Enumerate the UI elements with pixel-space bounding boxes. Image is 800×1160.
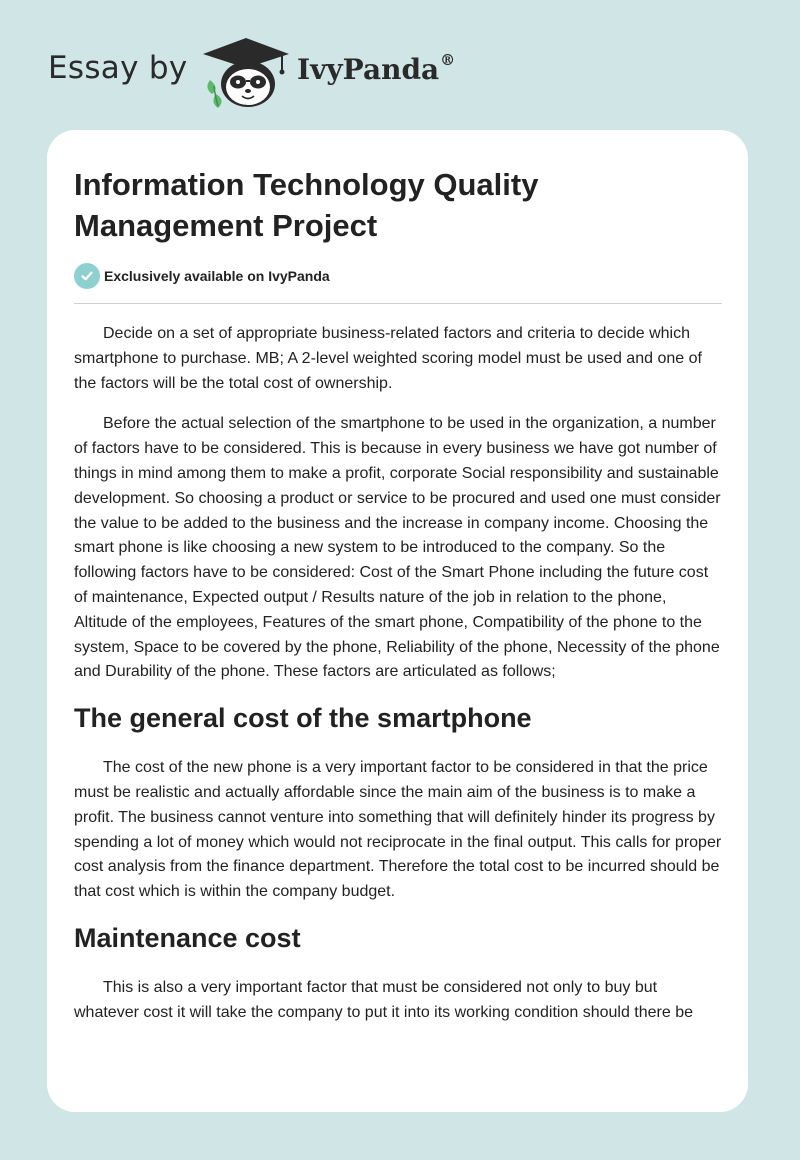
exclusive-badge-label: Exclusively available on IvyPanda	[104, 268, 330, 284]
article-body	[74, 322, 722, 1042]
section-heading: The general cost of the smartphone	[74, 703, 532, 734]
article-card	[47, 130, 748, 1112]
exclusive-badge	[74, 263, 330, 289]
ivypanda-logo-icon[interactable]	[200, 34, 292, 110]
checkmark-icon	[74, 263, 100, 289]
paragraph: Before the actual selection of the smartphone to be used in the organization, a number of factors have to be considered. This is because in every business we have got number of things in mind among them to make a profit, corporate Social responsibility and sustainable development. So choosing a product or service to be procured and used one must consider the value to be added to the business and the increase in company income. Choosing the smart phone is like choosing a new system to be introduced to the company. So the following factors have to be considered: Cost of the Smart Phone including the future cost of maintenance, Expected output / Results nature of the job in relation to the phone, Altitude of the employees, Features of the smart phone, Compatibility of the phone to the system, Space to be covered by the phone, Reliability of the phone, Necessity of the phone and Durability of the phone. These factors are articulated as follows;	[74, 415, 721, 681]
article-title: Information Technology Quality Management Project	[74, 167, 539, 243]
essay-by-label: Essay by	[48, 50, 188, 86]
paragraph: This is also a very important factor that must be considered not only to buy but whatever cost it will take the company to put it into its working condition should there be	[74, 978, 693, 1021]
site-header	[0, 0, 800, 130]
paragraph: The cost of the new phone is a very important factor to be considered in that the price must be realistic and actually affordable since the main aim of the business is to make a profit. The business cannot venture into something that will definitely hinder its progress by spending a lot of money which would not reciprocate in the final output. This calls for proper cost analysis from the finance department. Therefore the total cost to be incurred should be that cost which is within the company budget.	[74, 759, 722, 901]
brand-name[interactable]: IvyPanda®	[297, 51, 456, 86]
title-divider	[74, 303, 722, 304]
section-heading: Maintenance cost	[74, 922, 301, 953]
paragraph: Decide on a set of appropriate business-related factors and criteria to decide which smartphone to purchase. MB; A 2-level weighted scoring model must be used and one of the factors will be the total cost of ownership.	[74, 325, 702, 392]
registered-mark: ®	[440, 51, 456, 69]
